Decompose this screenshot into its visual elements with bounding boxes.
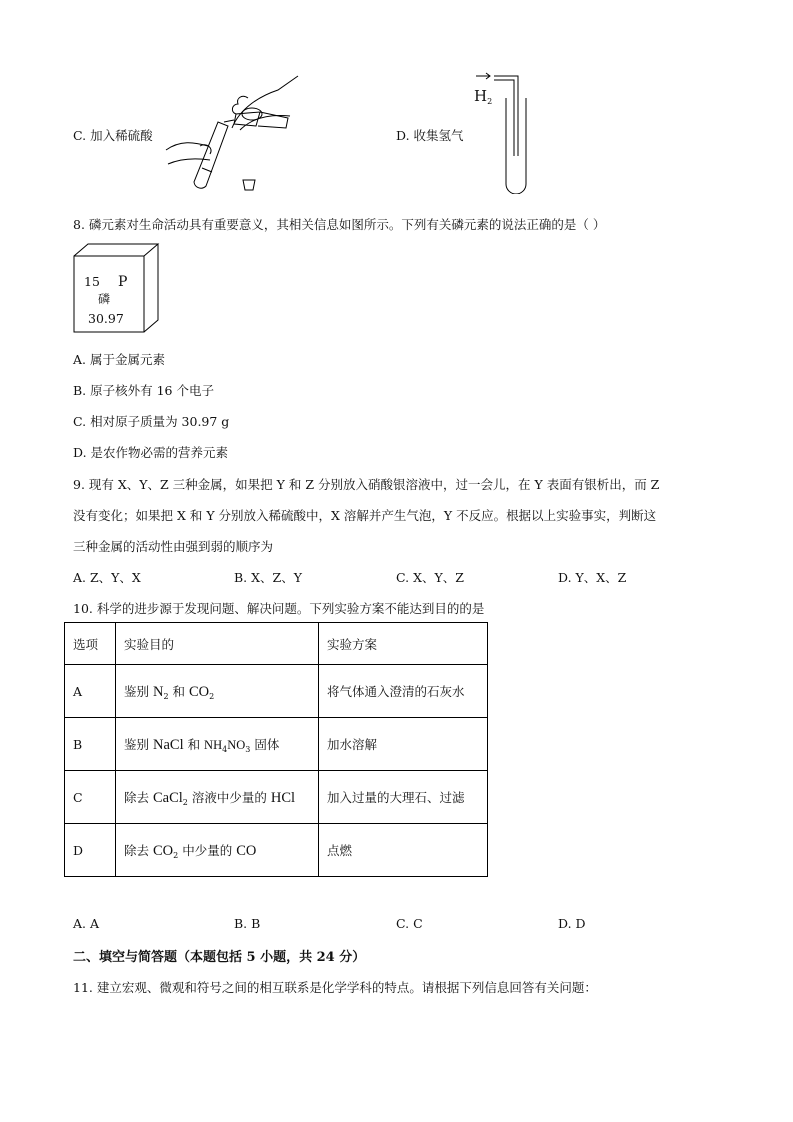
- tile-symbol: P: [118, 274, 128, 290]
- gas-collection-tube: [470, 68, 530, 194]
- q9-line-3: 三种金属的活动性由强到弱的顺序为: [73, 539, 274, 554]
- q8-option-b: B. 原子核外有 16 个电子: [73, 383, 214, 398]
- row-plan: 加水溶解: [319, 718, 488, 771]
- row-option: B: [65, 718, 116, 771]
- q8-stem: 8. 磷元素对生命活动具有重要意义，其相关信息如图所示。下列有关磷元素的说法正确的是（ ）: [73, 217, 606, 232]
- q9-option-c: C. X、Y、Z: [396, 570, 464, 585]
- q9-line-1: 9. 现有 X、Y、Z 三种金属，如果把 Y 和 Z 分别放入硝酸银溶液中，过一会儿，在 Y 表面有银析出，而 Z: [73, 477, 660, 492]
- q7-option-d: D. 收集氢气: [396, 128, 464, 143]
- table-row: [65, 824, 488, 877]
- row-purpose: 除去 CaCl$_2$ 溶液中少量的 HCl: [116, 771, 319, 824]
- q7-option-c: C. 加入稀硫酸: [73, 128, 153, 143]
- q10-option-a: A. A: [73, 916, 100, 931]
- q11-stem: 11. 建立宏观、微观和符号之间的相互联系是化学学科的特点。请根据下列信息回答有关问题：: [73, 980, 597, 995]
- table-row: [65, 665, 488, 718]
- q9-option-a: A. Z、Y、X: [73, 570, 141, 585]
- q10-option-b: B. B: [234, 916, 261, 931]
- q8-option-c: C. 相对原子质量为 30.97 g: [73, 414, 230, 429]
- row-plan: 点燃: [319, 824, 488, 877]
- row-plan: 加入过量的大理石、过滤: [319, 771, 488, 824]
- q9-line-2: 没有变化；如果把 X 和 Y 分别放入稀硫酸中，X 溶解并产生气泡，Y 不反应。根据以上实验事实，判断这: [73, 508, 657, 523]
- header-purpose: 实验目的: [116, 623, 319, 665]
- q9-option-d: D. Y、X、Z: [558, 570, 627, 585]
- row-option: C: [65, 771, 116, 824]
- q8-option-d: D. 是农作物必需的营养元素: [73, 445, 229, 460]
- tile-name: 磷: [98, 292, 111, 306]
- header-option: 选项: [65, 623, 116, 665]
- tile-atomic-number: 15: [84, 274, 100, 289]
- q10-option-d: D. D: [558, 916, 586, 931]
- header-plan: 实验方案: [319, 623, 488, 665]
- q9-option-b: B. X、Z、Y: [234, 570, 302, 585]
- row-purpose: 鉴别 $N_2$ 和 $CO_2$: [116, 665, 319, 718]
- experiment-table: [64, 622, 488, 877]
- section-2-title: 二、填空与简答题（本题包括 5 小题，共 24 分）: [73, 950, 366, 965]
- row-purpose: 除去 $CO_2$ 中少量的 CO: [116, 824, 319, 877]
- pouring-acid-illustration: [160, 68, 310, 198]
- row-purpose: 鉴别 NaCl 和 $NH_4NO_3$ 固体: [116, 718, 319, 771]
- table-row: [65, 771, 488, 824]
- row-option: D: [65, 824, 116, 877]
- h2-label: $H_2$: [474, 87, 493, 106]
- q10-stem: 10. 科学的进步源于发现问题、解决问题。下列实验方案不能达到目的的是: [73, 601, 485, 616]
- q8-option-a: A. 属于金属元素: [73, 352, 165, 367]
- row-option: A: [65, 665, 116, 718]
- q10-option-c: C. C: [396, 916, 423, 931]
- tile-mass: 30.97: [88, 311, 124, 326]
- row-plan: 将气体通入澄清的石灰水: [319, 665, 488, 718]
- table-header-row: [65, 623, 488, 665]
- table-row: [65, 718, 488, 771]
